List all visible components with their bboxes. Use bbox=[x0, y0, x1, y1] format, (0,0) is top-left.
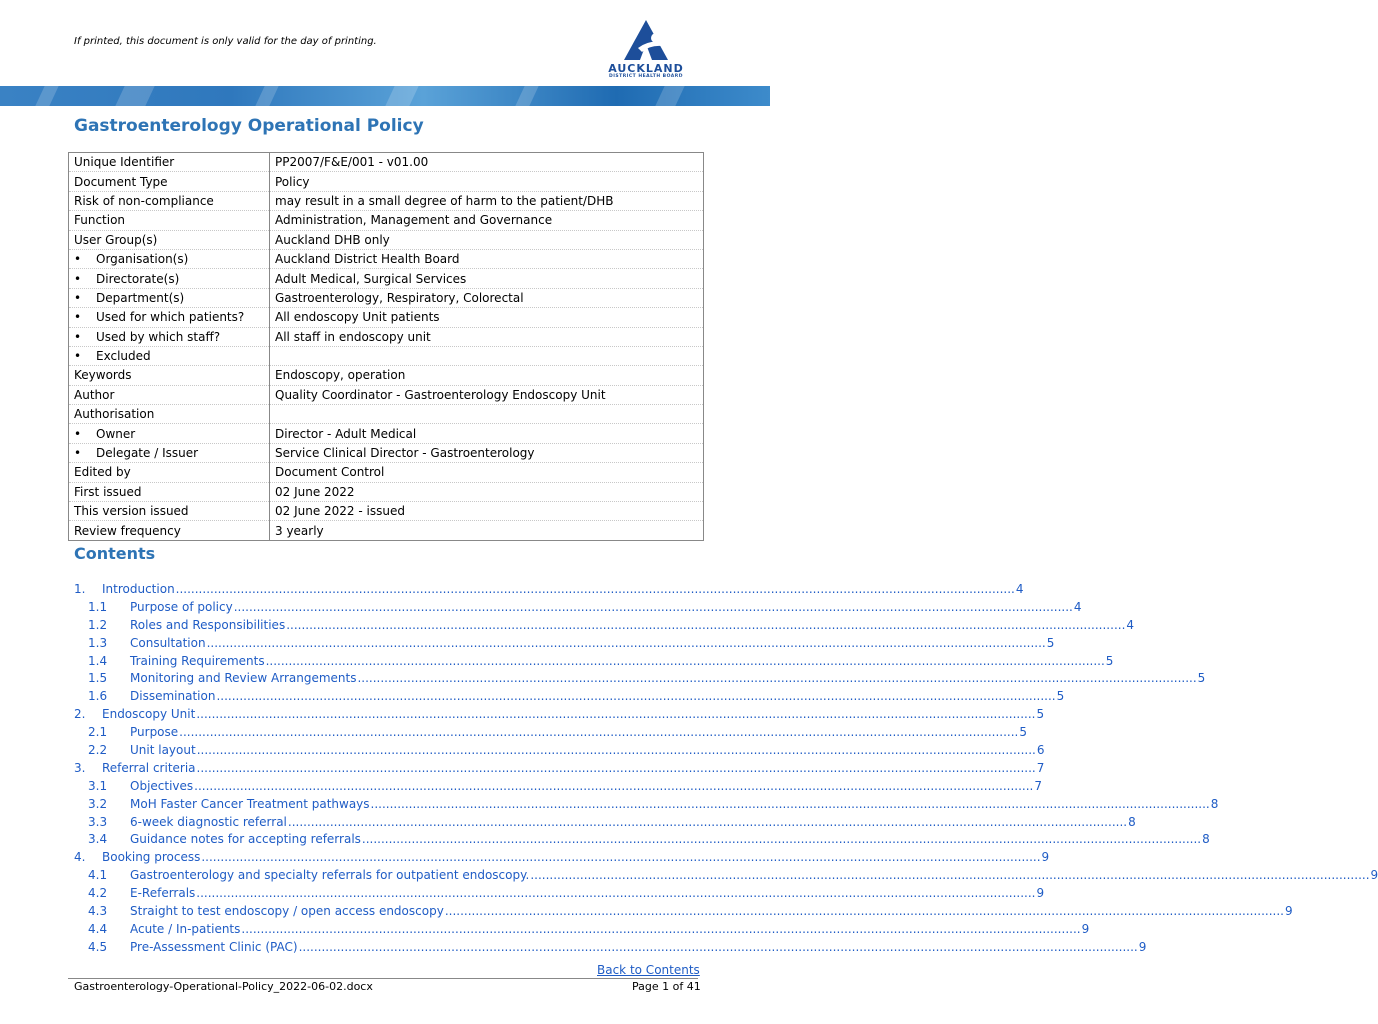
toc-entry-label: Guidance notes for accepting referrals bbox=[130, 832, 361, 847]
toc-entry[interactable] bbox=[74, 813, 1136, 831]
toc-entry[interactable] bbox=[74, 759, 1045, 777]
toc-entry-page: 4 bbox=[1015, 582, 1024, 596]
metadata-label: Author bbox=[74, 387, 115, 402]
toc-leader-dots: ............................................................................................................................................................................................................................ bbox=[196, 707, 1036, 722]
toc-entry-page: 9 bbox=[1081, 921, 1090, 936]
metadata-label-cell bbox=[69, 269, 270, 288]
toc-entry-number: 2.1 bbox=[88, 725, 108, 740]
toc-entry-number: 1.6 bbox=[88, 689, 108, 704]
toc-entry-page: 8 bbox=[1202, 832, 1210, 847]
toc-entry-number: 1.5 bbox=[88, 671, 108, 686]
metadata-row bbox=[69, 482, 704, 501]
toc-entry-page: 5 bbox=[1019, 725, 1027, 740]
metadata-value bbox=[270, 405, 704, 424]
metadata-label-cell bbox=[69, 172, 270, 191]
toc-leader-dots: ............................................................................................................................................................................................................................ bbox=[216, 689, 1056, 704]
metadata-row bbox=[69, 502, 704, 521]
toc-leader-dots: ............................................................................................................................................................................................................................ bbox=[206, 635, 1046, 650]
metadata-row bbox=[69, 366, 704, 385]
footer-filename: Gastroenterology-Operational-Policy_2022-06-02.docx bbox=[74, 980, 373, 993]
metadata-label: First issued bbox=[74, 484, 142, 499]
toc-entry-number: 4. bbox=[74, 850, 86, 865]
metadata-label: This version issued bbox=[74, 504, 189, 519]
metadata-label-cell bbox=[69, 327, 270, 346]
toc-entry-label: Unit layout bbox=[130, 743, 196, 758]
document-title: Gastroenterology Operational Policy bbox=[74, 116, 424, 136]
metadata-row bbox=[69, 191, 704, 210]
bullet-icon: • bbox=[74, 252, 82, 267]
toc-entry[interactable] bbox=[74, 866, 1378, 884]
print-validity-notice: If printed, this document is only valid for the day of printing. bbox=[74, 36, 377, 47]
metadata-label-cell bbox=[69, 288, 270, 307]
toc-entry[interactable] bbox=[74, 723, 1027, 741]
toc-entry[interactable] bbox=[74, 652, 1114, 670]
bullet-icon: • bbox=[74, 426, 82, 441]
toc-leader-dots: ............................................................................................................................................................................................................................ bbox=[287, 814, 1128, 829]
metadata-label-cell bbox=[69, 211, 270, 230]
toc-leader-dots: ............................................................................................................................................................................................................................ bbox=[286, 617, 1126, 632]
toc-leader-dots: ............................................................................................................................................................................................................................ bbox=[179, 725, 1019, 740]
toc-entry-page: 5 bbox=[1046, 635, 1055, 650]
toc-entry-page: 7 bbox=[1034, 778, 1042, 793]
toc-entry[interactable] bbox=[74, 598, 1082, 616]
toc-entry-page: 4 bbox=[1126, 617, 1135, 632]
toc-entry-label: Gastroenterology and specialty referrals for outpatient endoscopy. bbox=[130, 868, 530, 883]
bullet-icon: • bbox=[74, 310, 82, 325]
toc-entry-label: Referral criteria bbox=[102, 760, 196, 775]
metadata-value: 02 June 2022 - issued bbox=[270, 502, 704, 521]
toc-entry-label: Pre-Assessment Clinic (PAC) bbox=[130, 939, 298, 954]
toc-leader-dots: ............................................................................................................................................................................................................................ bbox=[196, 760, 1036, 775]
metadata-value: Quality Coordinator - Gastroenterology Endoscopy Unit bbox=[270, 385, 704, 404]
metadata-label: Owner bbox=[96, 426, 136, 441]
metadata-label-cell bbox=[69, 482, 270, 501]
toc-leader-dots: ............................................................................................................................................................................................................................ bbox=[196, 743, 1036, 758]
metadata-label-cell bbox=[69, 502, 270, 521]
toc-entry-number: 2.2 bbox=[88, 743, 108, 758]
toc-entry[interactable] bbox=[74, 669, 1206, 687]
toc-entry-label: Purpose of policy bbox=[130, 599, 233, 614]
metadata-label: User Group(s) bbox=[74, 232, 158, 247]
logo-mark-icon bbox=[618, 18, 674, 62]
toc-leader-dots: ............................................................................................................................................................................................................................ bbox=[298, 939, 1138, 954]
metadata-label: Used for which patients? bbox=[96, 310, 245, 325]
metadata-row bbox=[69, 424, 704, 443]
metadata-label-cell bbox=[69, 249, 270, 268]
toc-entry-label: Acute / In-patients bbox=[130, 921, 241, 936]
toc-leader-dots: ............................................................................................................................................................................................................................ bbox=[201, 850, 1041, 865]
bullet-icon: • bbox=[74, 349, 82, 364]
toc-entry-label: Introduction bbox=[102, 582, 175, 596]
toc-entry-label: E-Referrals bbox=[130, 886, 196, 901]
toc-entry-page: 9 bbox=[1138, 939, 1147, 954]
toc-entry-page: 7 bbox=[1036, 760, 1045, 775]
toc-entry-number: 1.2 bbox=[88, 617, 108, 632]
metadata-value bbox=[270, 346, 704, 365]
metadata-row bbox=[69, 463, 704, 482]
toc-entry-number: 4.5 bbox=[88, 939, 108, 954]
bullet-icon: • bbox=[74, 290, 82, 305]
toc-entry-page: 9 bbox=[1370, 868, 1378, 883]
metadata-value: PP2007/F&E/001 - v01.00 bbox=[270, 153, 704, 172]
bullet-icon: • bbox=[74, 446, 82, 461]
metadata-label: Risk of non-compliance bbox=[74, 193, 214, 208]
metadata-row bbox=[69, 172, 704, 191]
toc-leader-dots: ............................................................................................................................................................................................................................ bbox=[196, 886, 1036, 901]
toc-entry-number: 3.1 bbox=[88, 778, 108, 793]
metadata-label: Excluded bbox=[96, 349, 151, 364]
metadata-label: Keywords bbox=[74, 368, 132, 383]
bullet-icon: • bbox=[74, 329, 82, 344]
toc-entry-number: 4.1 bbox=[88, 868, 108, 883]
toc-entry-number: 2. bbox=[74, 707, 86, 722]
toc-entry-label: Straight to test endoscopy / open access endoscopy bbox=[130, 904, 444, 919]
toc-entry-page: 8 bbox=[1128, 814, 1136, 829]
metadata-label-cell bbox=[69, 405, 270, 424]
toc-entry-page: 5 bbox=[1036, 707, 1045, 722]
toc-entry[interactable] bbox=[74, 795, 1219, 813]
metadata-value: Endoscopy, operation bbox=[270, 366, 704, 385]
toc-entry-number: 1.3 bbox=[88, 635, 108, 650]
toc-entry-label: Endoscopy Unit bbox=[102, 707, 196, 722]
toc-entry-number: 4.3 bbox=[88, 904, 108, 919]
toc-entry-page: 9 bbox=[1041, 850, 1050, 865]
toc-entry[interactable] bbox=[74, 687, 1065, 705]
toc-leader-dots: ............................................................................................................................................................................................................................ bbox=[175, 582, 1015, 596]
toc-entry-label: Monitoring and Review Arrangements bbox=[130, 671, 357, 686]
metadata-row bbox=[69, 249, 704, 268]
metadata-label: Authorisation bbox=[74, 407, 155, 422]
document-metadata-table bbox=[68, 152, 704, 541]
toc-entry-number: 4.4 bbox=[88, 921, 108, 936]
metadata-label: Unique Identifier bbox=[74, 155, 175, 170]
metadata-value: Administration, Management and Governance bbox=[270, 211, 704, 230]
metadata-value: Gastroenterology, Respiratory, Colorectal bbox=[270, 288, 704, 307]
metadata-label: Document Type bbox=[74, 174, 168, 189]
metadata-row bbox=[69, 288, 704, 307]
toc-entry[interactable] bbox=[74, 616, 1135, 634]
metadata-value: Auckland District Health Board bbox=[270, 249, 704, 268]
metadata-label: Organisation(s) bbox=[96, 252, 189, 267]
toc-leader-dots: ............................................................................................................................................................................................................................ bbox=[194, 778, 1034, 793]
metadata-label-cell bbox=[69, 346, 270, 365]
metadata-label: Directorate(s) bbox=[96, 271, 180, 286]
adhb-logo bbox=[600, 18, 692, 84]
toc-entry-label: 6-week diagnostic referral bbox=[130, 814, 287, 829]
metadata-label: Delegate / Issuer bbox=[96, 446, 199, 461]
toc-entry-page: 9 bbox=[1036, 886, 1045, 901]
metadata-row bbox=[69, 405, 704, 424]
metadata-row bbox=[69, 211, 704, 230]
toc-leader-dots: ............................................................................................................................................................................................................................ bbox=[530, 868, 1370, 883]
logo-tagline: Te Toka Tumai bbox=[611, 80, 681, 87]
toc-entry[interactable] bbox=[74, 777, 1042, 795]
toc-entry-page: 4 bbox=[1073, 599, 1082, 614]
toc-entry-label: Purpose bbox=[130, 725, 179, 740]
back-to-contents-link[interactable]: Back to Contents bbox=[597, 963, 700, 977]
toc-entry-number: 3.3 bbox=[88, 814, 108, 829]
metadata-row bbox=[69, 153, 704, 172]
toc-leader-dots: ............................................................................................................................................................................................................................ bbox=[370, 796, 1210, 811]
toc-entry[interactable] bbox=[74, 848, 1050, 866]
metadata-label-cell bbox=[69, 153, 270, 172]
toc-entry-page: 8 bbox=[1210, 796, 1219, 811]
toc-entry-label: Booking process bbox=[102, 850, 201, 865]
toc-entry-number: 3. bbox=[74, 760, 86, 775]
toc-entry[interactable] bbox=[74, 938, 1147, 956]
footer-page-number: Page 1 of 41 bbox=[632, 980, 701, 993]
toc-entry[interactable] bbox=[74, 705, 1045, 723]
metadata-value: All endoscopy Unit patients bbox=[270, 308, 704, 327]
metadata-row bbox=[69, 308, 704, 327]
toc-entry[interactable] bbox=[74, 634, 1055, 652]
toc-entry-number: 1.4 bbox=[88, 653, 108, 668]
metadata-label-cell bbox=[69, 230, 270, 249]
metadata-label: Used by which staff? bbox=[96, 329, 221, 344]
toc-entry-number: 3.2 bbox=[88, 796, 108, 811]
metadata-label-cell bbox=[69, 443, 270, 462]
metadata-value: Service Clinical Director - Gastroenterology bbox=[270, 443, 704, 462]
metadata-label: Review frequency bbox=[74, 523, 181, 538]
toc-entry-number: 1. bbox=[74, 582, 86, 596]
toc-entry-page: 9 bbox=[1285, 904, 1293, 919]
toc-entry[interactable] bbox=[74, 902, 1293, 920]
header-banner bbox=[0, 80, 770, 106]
metadata-value: 3 yearly bbox=[270, 521, 704, 540]
metadata-label: Edited by bbox=[74, 465, 131, 480]
logo-name: AUCKLAND bbox=[608, 62, 684, 75]
table-of-contents bbox=[74, 580, 1378, 956]
metadata-label-cell bbox=[69, 521, 270, 540]
metadata-value: may result in a small degree of harm to the patient/DHB bbox=[270, 191, 704, 210]
toc-leader-dots: ............................................................................................................................................................................................................................ bbox=[233, 599, 1073, 614]
toc-entry[interactable] bbox=[74, 741, 1045, 759]
metadata-value: Policy bbox=[270, 172, 704, 191]
metadata-value: Auckland DHB only bbox=[270, 230, 704, 249]
metadata-row bbox=[69, 521, 704, 540]
toc-entry[interactable] bbox=[74, 830, 1210, 848]
footer-divider bbox=[68, 978, 698, 979]
toc-entry-label: MoH Faster Cancer Treatment pathways bbox=[130, 796, 370, 811]
metadata-row bbox=[69, 346, 704, 365]
toc-entry-number: 1.1 bbox=[88, 599, 108, 614]
metadata-value: Adult Medical, Surgical Services bbox=[270, 269, 704, 288]
toc-entry-label: Objectives bbox=[130, 778, 194, 793]
toc-leader-dots: ............................................................................................................................................................................................................................ bbox=[241, 921, 1081, 936]
metadata-value: 02 June 2022 bbox=[270, 482, 704, 501]
toc-entry-number: 3.4 bbox=[88, 832, 108, 847]
contents-heading: Contents bbox=[74, 544, 156, 563]
metadata-value: All staff in endoscopy unit bbox=[270, 327, 704, 346]
toc-entry-page: 6 bbox=[1036, 743, 1045, 758]
metadata-row bbox=[69, 443, 704, 462]
metadata-value: Document Control bbox=[270, 463, 704, 482]
toc-entry[interactable] bbox=[74, 920, 1090, 938]
toc-leader-dots: ............................................................................................................................................................................................................................ bbox=[361, 832, 1202, 847]
toc-leader-dots: ............................................................................................................................................................................................................................ bbox=[444, 904, 1284, 919]
toc-entry-page: 5 bbox=[1197, 671, 1206, 686]
toc-entry-label: Training Requirements bbox=[130, 653, 265, 668]
metadata-value: Director - Adult Medical bbox=[270, 424, 704, 443]
metadata-label-cell bbox=[69, 308, 270, 327]
toc-entry-page: 5 bbox=[1056, 689, 1065, 704]
metadata-row bbox=[69, 269, 704, 288]
toc-entry[interactable] bbox=[74, 884, 1045, 902]
metadata-label-cell bbox=[69, 424, 270, 443]
toc-leader-dots: ............................................................................................................................................................................................................................ bbox=[357, 671, 1197, 686]
toc-entry-label: Roles and Responsibilities bbox=[130, 617, 286, 632]
bullet-icon: • bbox=[74, 271, 82, 286]
metadata-label-cell bbox=[69, 191, 270, 210]
metadata-row bbox=[69, 230, 704, 249]
metadata-label: Department(s) bbox=[96, 290, 185, 305]
toc-entry-number: 4.2 bbox=[88, 886, 108, 901]
logo-subtitle: DISTRICT HEALTH BOARD bbox=[609, 74, 683, 79]
toc-entry[interactable] bbox=[74, 580, 1024, 598]
metadata-label-cell bbox=[69, 463, 270, 482]
toc-leader-dots: ............................................................................................................................................................................................................................ bbox=[265, 653, 1105, 668]
metadata-row bbox=[69, 385, 704, 404]
toc-entry-label: Dissemination bbox=[130, 689, 216, 704]
metadata-row bbox=[69, 327, 704, 346]
toc-entry-page: 5 bbox=[1105, 653, 1114, 668]
metadata-label-cell bbox=[69, 385, 270, 404]
metadata-label: Function bbox=[74, 213, 126, 228]
metadata-label-cell bbox=[69, 366, 270, 385]
toc-entry-label: Consultation bbox=[130, 635, 206, 650]
